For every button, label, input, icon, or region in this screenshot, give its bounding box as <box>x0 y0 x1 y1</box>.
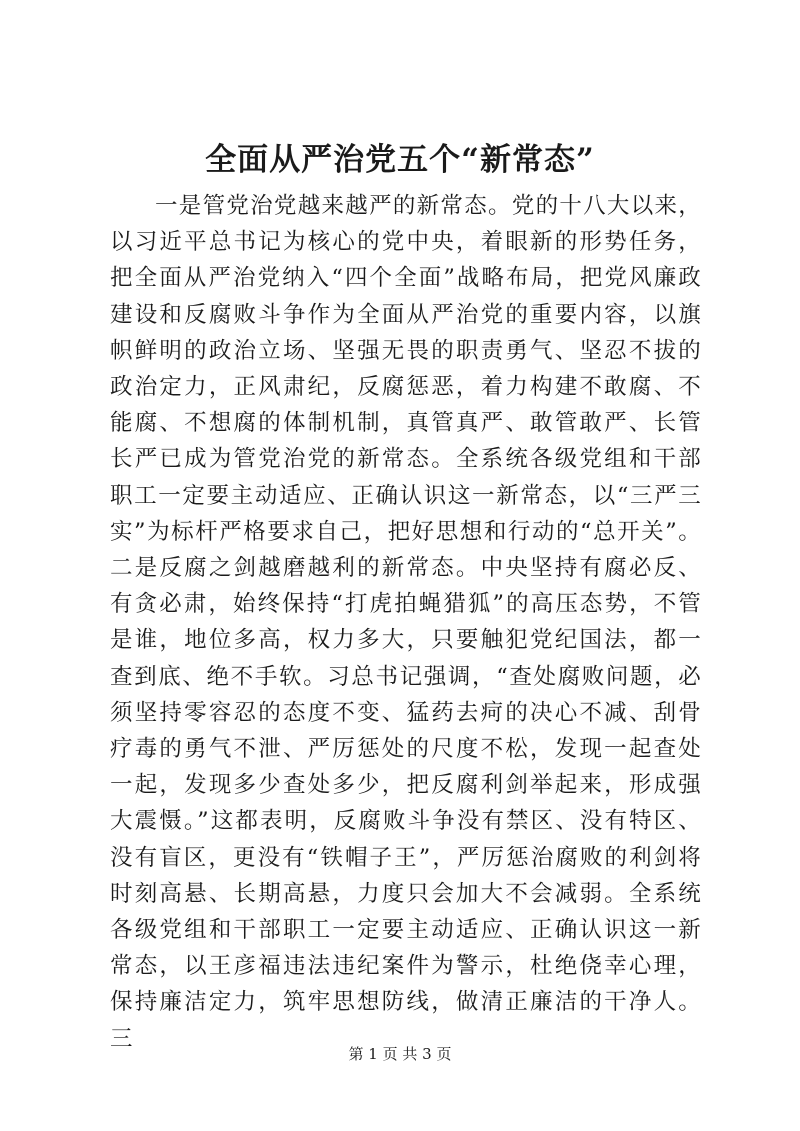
document-title: 全面从严治党五个“新常态” <box>205 142 595 178</box>
body-paragraph: 一是管党治党越来越严的新常态。党的十八大以来，以习近平总书记为核心的党中央，着眼新的形势任务，把全面从严治党纳入“四个全面”战略布局，把党风廉政建设和反腐败斗争作为全面从严治党的重要内容，以旗帜鲜明的政治立场、坚强无畏的职责勇气、坚忍不拔的政治定力，正风肃纪，反腐惩恶，着力构建不敢腐、不能腐、不想腐的体制机制，真管真严、敢管敢严、长管长严已成为管党治党的新常态。全系统各级党组和干部职工一定要主动适应、正确认识这一新常态，以“三严三实”为标杆严格要求自己，把好思想和行动的“总开关”。二是反腐之剑越磨越利的新常态。中央坚持有腐必反、有贪必肃，始终保持“打虎拍蝇猎狐”的高压态势，不管是谁，地位多高，权力多大，只要触犯党纪国法，都一查到底、绝不手软。习总书记强调，“查处腐败问题，必须坚持零容忍的态度不变、猛药去疴的决心不减、刮骨疗毒的勇气不泄、严厉惩处的尺度不松，发现一起查处一起，发现多少查处多少，把反腐利剑举起来，形成强大震慑。”这都表明，反腐败斗争没有禁区、没有特区、没有盲区，更没有“铁帽子王”，严厉惩治腐败的利剑将时刻高悬、长期高悬，力度只会加大不会减弱。全系统各级党组和干部职工一定要主动适应、正确认识这一新常态，以王彦福违法违纪案件为警示，杜绝侥幸心理，保持廉洁定力，筑牢思想防线，做清正廉洁的干净人。三 <box>110 193 702 1052</box>
page-number-footer: 第 1 页 共 3 页 <box>348 1045 452 1063</box>
